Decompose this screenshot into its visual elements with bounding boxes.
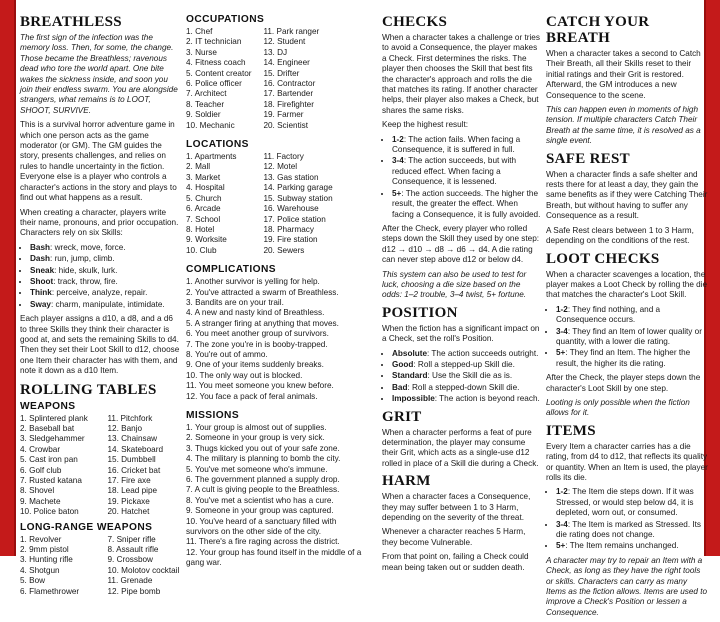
weapon-entry: 10. Police baton: [20, 507, 79, 517]
skill-item: [30, 254, 182, 264]
breathless-paragraph-3: Each player assigns a d10, a d8, and a d6 to three Skills they think their character is good at, and sets the remaining Skills to d4. Then they set their Loot Skill to d12, choose one Item their character has with them, and note it down as a d10 Item.: [20, 314, 180, 376]
skill-item: [30, 288, 182, 298]
check-result-desc: : The action succeeds, but with reduced effect. When facing a Consequence, it is lessened.: [392, 156, 517, 187]
harm-title: HARM: [382, 473, 431, 490]
location-entry: 7. School: [186, 214, 221, 224]
mission-entry: 1. Your group is almost out of supplies.: [186, 423, 327, 432]
location-entry: 3. Market: [186, 172, 221, 182]
long-range-weapon-entry: 4. Shotgun: [20, 565, 60, 575]
occupation-entry: 16. Contractor: [263, 79, 316, 89]
checks-paragraph-2: Keep the highest result:: [382, 120, 469, 130]
occupation-entry: 20. Scientist: [263, 120, 309, 130]
left-edge-decoration: [0, 0, 16, 556]
weapons-table: [20, 414, 182, 518]
weapons-title: WEAPONS: [20, 400, 76, 412]
weapons-list-a: [20, 414, 107, 518]
long-range-weapons-title: LONG-RANGE WEAPONS: [20, 521, 153, 533]
occupation-entry: 19. Farmer: [263, 110, 304, 120]
long-range-weapon-entry: 3. Hunting rifle: [20, 555, 73, 565]
occupation-entry: 8. Teacher: [186, 99, 225, 109]
location-entry: 20. Sewers: [263, 245, 305, 255]
location-entry: 15. Subway station: [263, 193, 333, 203]
weapon-entry: 2. Baseball bat: [20, 424, 75, 433]
harm-paragraph-3: From that point on, failing a Check could mean being taken out or sudden death.: [382, 552, 529, 572]
catch-your-breath-title: CATCH YOUR BREATH: [546, 14, 650, 46]
column-4: [546, 14, 708, 622]
occupation-entry: 14. Engineer: [263, 58, 310, 68]
occupation-entry: 10. Mechanic: [186, 120, 235, 130]
catch-paragraph-1: When a character takes a second to Catch Their Breath, all their Skills reset to their initial ratings and their Grit is restored. Afterward, the GM introduces a new Consequence to the scene.: [546, 49, 701, 100]
location-entry: 8. Hotel: [186, 224, 215, 234]
occupations-title: OCCUPATIONS: [186, 14, 265, 25]
position-item-desc: : The action is beyond reach.: [434, 394, 540, 404]
item-result-desc: : The Item remains unchanged.: [565, 541, 679, 551]
position-item-desc: : The action succeeds outright.: [427, 348, 539, 358]
loot-result-desc: : They find an Item. The higher the result, the higher its die rating.: [556, 348, 691, 368]
weapon-entry: 8. Shovel: [20, 486, 55, 496]
long-range-weapons-table: [20, 535, 182, 597]
loot-result-term: 5+: [556, 348, 566, 358]
check-result-desc: : The action fails. When facing a Consequence, it is suffered in full.: [392, 134, 521, 155]
weapon-entry: 1. Splintered plank: [20, 413, 88, 423]
loot-paragraph-1: When a character scavenges a location, the player makes a Loot Check by rolling the die that matches the character's Loot Skill.: [546, 269, 708, 300]
skill-item-desc: : run, jump, climb.: [50, 254, 115, 264]
skill-item-term: Think: [30, 288, 52, 298]
occupation-entry: 1. Chef: [186, 27, 213, 36]
check-result: [392, 135, 542, 156]
loot-result: [556, 305, 708, 326]
location-entry: 1. Apartments: [186, 152, 237, 162]
complication-entry: 10. The only way out is blocked.: [186, 370, 303, 380]
loot-paragraph-3: Looting is only possible when the fiction allows for it.: [546, 397, 690, 418]
mission-entry: 9. Someone in your group was captured.: [186, 506, 334, 516]
location-entry: 16. Warehouse: [263, 204, 319, 214]
item-result-term: 5+: [556, 541, 566, 551]
long-range-weapon-entry: 9. Crossbow: [107, 555, 153, 565]
position-item: [392, 349, 542, 359]
long-range-list-a: [20, 535, 107, 597]
position-item-term: Impossible: [392, 394, 435, 404]
items-paragraph-2: A character may try to repair an Item with a Check, as long as they have the right tools or skills. Characters can carry as many Items as the fiction allows. Items are used to improve a Check's Position or lessen a Consequence.: [546, 555, 708, 617]
location-entry: 2. Mall: [186, 162, 211, 172]
mission-entry: 12. Your group has found itself in the middle of a gang war.: [186, 547, 362, 568]
occupation-entry: 13. DJ: [263, 47, 288, 57]
position-list: [382, 349, 542, 405]
complication-entry: 4. A new and nasty kind of Breathless.: [186, 308, 325, 318]
checks-title: CHECKS: [382, 14, 448, 30]
weapon-entry: 9. Machete: [20, 496, 61, 506]
position-item-desc: : Roll a stepped-up Skill die.: [413, 359, 515, 369]
skill-item-term: Dash: [30, 254, 51, 264]
complication-entry: 5. A stranger firing at anything that moves.: [186, 318, 339, 328]
long-range-weapon-entry: 11. Grenade: [107, 576, 153, 586]
skill-item-term: Shoot: [30, 276, 54, 286]
skills-list: [20, 243, 182, 310]
rolling-tables-title: ROLLING TABLES: [20, 381, 157, 398]
weapon-entry: 3. Sledgehammer: [20, 434, 85, 444]
mission-entry: 8. You've met a scientist who has a cure.: [186, 495, 334, 505]
column-3: [382, 14, 542, 577]
weapons-list-b: [107, 414, 182, 518]
catch-paragraph-2: This can happen even in moments of high tension. If multiple characters Catch Their Breath at the same time, it is resolved as a single event.: [546, 105, 701, 146]
weapon-entry: 18. Lead pipe: [107, 486, 158, 496]
position-item: [392, 371, 542, 381]
loot-result-desc: : They find an Item of lower quality or quantity, with a lower die rating.: [556, 326, 702, 346]
skill-item-desc: : charm, manipulate, intimidate.: [50, 299, 165, 309]
grit-title: GRIT: [382, 408, 422, 425]
occupation-entry: 9. Soldier: [186, 110, 221, 120]
location-entry: 13. Gas station: [263, 172, 319, 182]
check-result: [392, 189, 542, 220]
long-range-weapon-entry: 10. Molotov cocktail: [107, 565, 180, 575]
occupation-entry: 3. Nurse: [186, 47, 217, 57]
loot-result-term: 1-2: [556, 304, 568, 314]
column-2: [186, 14, 362, 569]
complication-entry: 9. One of your items suddenly breaks.: [186, 360, 324, 370]
skill-item: [30, 266, 182, 276]
check-result: [392, 156, 542, 187]
complications-title: COMPLICATIONS: [186, 264, 276, 276]
location-entry: 5. Church: [186, 193, 222, 203]
position-item: [392, 383, 542, 393]
location-entry: 17. Police station: [263, 214, 326, 224]
loot-checks-title: LOOT CHECKS: [546, 250, 660, 267]
complication-entry: 7. The zone you're in is booby-trapped.: [186, 339, 328, 349]
weapon-entry: 12. Banjo: [107, 424, 143, 433]
item-result: [556, 541, 708, 551]
check-result-term: 3-4: [392, 156, 404, 166]
checks-paragraph-3: After the Check, every player who rolled steps down the Skill they used by one step: d12 → d10 → d8 → d6 → d4. A die rating can never step above d12 or below d4.: [382, 223, 540, 265]
skill-item: [30, 277, 182, 287]
skill-item-desc: : perceive, analyze, repair.: [51, 288, 148, 298]
safe-rest-paragraph-1: When a character finds a safe shelter and rests there for at least a day, they gain the same benefits as if they were Catching Their Breath, but without having to suffer any Consequence as a result.: [546, 169, 708, 221]
occupations-list-a: [186, 27, 263, 131]
weapon-entry: 7. Rusted katana: [20, 476, 82, 486]
long-range-weapon-entry: 8. Assault rifle: [107, 545, 159, 555]
skill-item: [30, 243, 182, 253]
column-1: [20, 14, 182, 601]
items-title: ITEMS: [546, 422, 596, 439]
weapon-entry: 11. Pitchfork: [107, 413, 153, 423]
item-result-desc: : The Item die steps down. If it was Stressed, or would step below d4, it is depleted, worn out, or consumed.: [556, 487, 694, 518]
loot-result-term: 3-4: [556, 326, 568, 336]
location-entry: 19. Fire station: [263, 235, 318, 245]
position-item-term: Absolute: [392, 348, 428, 358]
occupation-entry: 7. Architect: [186, 89, 227, 99]
weapon-entry: 5. Cast iron pan: [20, 455, 78, 465]
weapon-entry: 13. Chainsaw: [107, 434, 158, 444]
item-result: [556, 487, 708, 518]
mission-entry: 10. You've heard of a sanctuary filled with survivors on the other side of the city.: [186, 516, 337, 537]
locations-list-b: [263, 152, 362, 256]
long-range-list-b: [107, 535, 182, 597]
weapon-entry: 15. Dumbbell: [107, 455, 156, 465]
long-range-weapon-entry: 6. Flamethrower: [20, 586, 80, 596]
long-range-weapon-entry: 12. Pipe bomb: [107, 586, 161, 596]
location-entry: 9. Worksite: [186, 235, 227, 245]
skill-item-desc: : track, throw, fire.: [53, 276, 118, 286]
check-result-term: 1-2: [392, 134, 404, 144]
occupation-entry: 2. IT technician: [186, 37, 242, 47]
breathless-paragraph-1: This is a survival horror adventure game in which one person acts as the game moderator (or GM). The GM guides the story, presents challenges, and relies on rules to handle uncertainty in the fiction. Everyone else is a player who controls a character's actions in the story and plays to find out what happens as a result.: [20, 120, 177, 203]
locations-table: [186, 152, 362, 256]
mission-entry: 6. The government planned a supply drop.: [186, 475, 340, 485]
harm-paragraph-2: Whenever a character reaches 5 Harm, they become Vulnerable.: [382, 527, 526, 547]
position-item-term: Standard: [392, 371, 428, 381]
occupation-entry: 18. Firefighter: [263, 99, 314, 109]
safe-rest-title: SAFE REST: [546, 150, 630, 167]
safe-rest-paragraph-2: A Safe Rest clears between 1 to 3 Harm, depending on the conditions of the rest.: [546, 225, 694, 246]
complication-entry: 2. You've attracted a swarm of Breathless.: [186, 287, 339, 297]
long-range-weapon-entry: 5. Bow: [20, 576, 46, 586]
position-item: [392, 360, 542, 370]
long-range-weapon-entry: 7. Sniper rifle: [107, 534, 156, 544]
complication-entry: 11. You meet someone you knew before.: [186, 381, 334, 391]
mission-entry: 3. Thugs kicked you out of your safe zone.: [186, 443, 340, 453]
weapon-entry: 14. Skateboard: [107, 444, 164, 454]
mission-entry: 5. You've met someone who's immune.: [186, 464, 328, 474]
weapon-entry: 16. Cricket bat: [107, 465, 161, 475]
mission-entry: 11. There's a fire raging across the district.: [186, 537, 340, 547]
breathless-title: BREATHLESS: [20, 14, 122, 30]
position-item-term: Good: [392, 359, 414, 369]
item-result-desc: : The Item is marked as Stressed. Its die rating does not change.: [556, 519, 702, 540]
loot-result: [556, 327, 708, 348]
grit-paragraph-1: When a character performs a feat of pure determination, the player may consume their Grit, which acts as a single-use d12 rolled in place of a Skill die during a Check.: [382, 427, 539, 468]
check-result-term: 5+: [392, 188, 402, 198]
location-entry: 6. Arcade: [186, 204, 221, 214]
location-entry: 12. Motel: [263, 162, 298, 172]
missions-list: [186, 423, 362, 569]
complication-entry: 8. You're out of ammo.: [186, 349, 268, 359]
location-entry: 4. Hospital: [186, 183, 225, 193]
weapon-entry: 20. Hatchet: [107, 507, 150, 517]
complication-entry: 12. You face a pack of feral animals.: [186, 391, 318, 401]
skill-item-term: Bash: [30, 242, 51, 252]
mission-entry: 7. A cult is giving people to the Breathless.: [186, 485, 340, 495]
item-result: [556, 520, 708, 541]
location-entry: 11. Factory: [263, 152, 304, 162]
occupation-entry: 12. Student: [263, 37, 306, 47]
complication-entry: 1. Another survivor is yelling for help.: [186, 277, 320, 287]
items-paragraph-1: Every Item a character carries has a die rating, from d4 to d12, that reflects its quality or quantity. When an Item is used, the player rolls its die.: [546, 441, 708, 482]
long-range-weapon-entry: 2. 9mm pistol: [20, 545, 69, 555]
complications-list: [186, 277, 362, 402]
occupation-entry: 11. Park ranger: [263, 27, 320, 36]
position-item: [392, 394, 542, 404]
occupation-entry: 17. Bartender: [263, 89, 314, 99]
checks-luck-note: This system can also be used to test for luck, choosing a die size based on the odds: 1–2 trouble, 3–4 twist, 5+ fortune.: [382, 269, 527, 300]
long-range-weapon-entry: 1. Revolver: [20, 534, 62, 544]
complication-entry: 3. Bandits are on your trail.: [186, 297, 284, 307]
occupation-entry: 5. Content creator: [186, 68, 252, 78]
skill-item-term: Sway: [30, 299, 51, 309]
position-paragraph-1: When the fiction has a significant impact on a Check, set the roll's Position.: [382, 323, 540, 344]
position-title: POSITION: [382, 304, 458, 321]
occupation-entry: 6. Police officer: [186, 79, 242, 89]
loot-result: [556, 348, 708, 369]
occupation-entry: 4. Fitness coach: [186, 58, 246, 68]
skill-item-term: Sneak: [30, 265, 55, 275]
weapon-entry: 17. Fire axe: [107, 476, 151, 486]
checks-paragraph-1: When a character takes a challenge or tries to avoid a Consequence, the player makes a Check. First determines the risks. The player then chooses the Skill that best fits the character's approach and rolls the die that matches its rating. If another character helps, their player also makes a Check, but shares the same risks.: [382, 33, 540, 115]
mission-entry: 4. The military is planning to bomb the city.: [186, 454, 341, 464]
weapon-entry: 4. Crowbar: [20, 444, 61, 454]
check-result-desc: : The action succeeds. The higher the result, the greater the effect. When facing a Consequence, it is fully avoided.: [392, 188, 541, 219]
item-result-term: 3-4: [556, 519, 568, 529]
missions-title: MISSIONS: [186, 410, 240, 421]
occupation-entry: 15. Drifter: [263, 68, 300, 78]
position-item-desc: : Roll a stepped-down Skill die.: [407, 382, 520, 392]
position-item-desc: : Use the Skill die as is.: [427, 371, 513, 381]
item-result-term: 1-2: [556, 487, 568, 497]
skill-item: [30, 300, 182, 310]
location-entry: 18. Pharmacy: [263, 224, 314, 234]
location-entry: 10. Club: [186, 245, 217, 255]
weapon-entry: 6. Golf club: [20, 465, 62, 475]
mission-entry: 2. Someone in your group is very sick.: [186, 433, 325, 443]
occupations-list-b: [263, 27, 362, 131]
locations-list-a: [186, 152, 263, 256]
checks-results-list: [382, 135, 542, 220]
harm-paragraph-1: When a character faces a Consequence, they may suffer between 1 to 3 Harm, depending on the severity of the threat.: [382, 492, 531, 523]
skill-item-desc: : wreck, move, force.: [50, 242, 126, 252]
locations-title: LOCATIONS: [186, 139, 249, 151]
position-item-term: Bad: [392, 382, 408, 392]
skill-item-desc: : hide, skulk, lurk.: [54, 265, 118, 275]
breathless-intro: The first sign of the infection was the memory loss. Then, for some, the change. Those became the Breathless; ravenous dead who tore the world apart. One bite wakes the sickness inside, and soon you join their endless swarm. You are alongside strangers, what remains is to LOOT, SHOOT, SURVIVE.: [20, 33, 178, 115]
weapon-entry: 19. Pickaxe: [107, 496, 150, 506]
loot-result-desc: : They find nothing, and a Consequence occurs.: [556, 304, 661, 325]
loot-results-list: [546, 305, 708, 369]
loot-paragraph-2: After the Check, the player steps down the character's Loot Skill by one step.: [546, 373, 701, 393]
breathless-paragraph-2: When creating a character, players write their name, pronouns, and prior occupation. Characters rely on six Skills:: [20, 207, 179, 238]
occupations-table: [186, 27, 362, 131]
items-results-list: [546, 487, 708, 551]
location-entry: 14. Parking garage: [263, 183, 333, 193]
complication-entry: 6. You meet another group of survivors.: [186, 329, 329, 339]
